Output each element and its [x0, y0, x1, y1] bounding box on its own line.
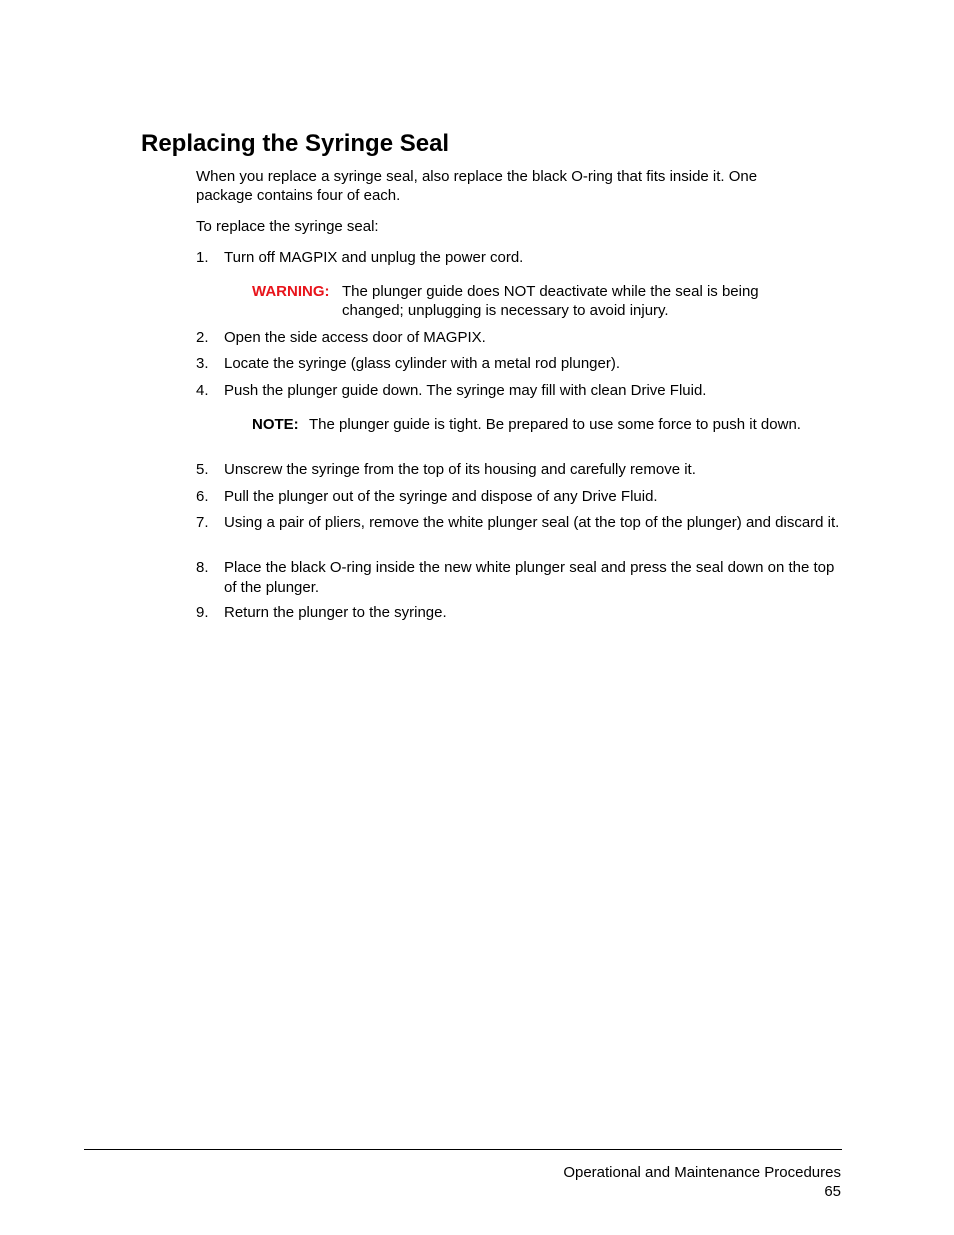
- lead-paragraph: To replace the syringe seal:: [196, 218, 379, 235]
- footer-section-title: Operational and Maintenance Procedures: [563, 1164, 841, 1181]
- warning-text: The plunger guide does NOT deactivate while the seal is being changed; unplugging is necessary to avoid injury.: [342, 283, 759, 319]
- note-text: The plunger guide is tight. Be prepared to use some force to push it down.: [309, 416, 801, 433]
- list-item: [196, 381, 841, 401]
- list-item: [196, 248, 841, 268]
- step-number: 7.: [196, 514, 209, 531]
- step-number: 1.: [196, 249, 209, 266]
- step-number: 4.: [196, 382, 209, 399]
- warning-callout: [252, 282, 812, 320]
- step-text: Place the black O-ring inside the new white plunger seal and press the seal down on the top of the plunger.: [224, 559, 835, 596]
- footer-divider: [84, 1149, 842, 1150]
- list-item: [196, 328, 841, 348]
- intro-paragraph: When you replace a syringe seal, also replace the black O-ring that fits inside it. One package contains four of each.: [196, 168, 758, 204]
- step-text: Open the side access door of MAGPIX.: [224, 329, 486, 346]
- step-number: 5.: [196, 461, 209, 478]
- step-text: Pull the plunger out of the syringe and dispose of any Drive Fluid.: [224, 488, 658, 505]
- note-callout: [252, 415, 812, 434]
- step-text: Turn off MAGPIX and unplug the power cord.: [224, 249, 524, 266]
- list-item: [196, 603, 841, 623]
- step-text: Locate the syringe (glass cylinder with a metal rod plunger).: [224, 355, 621, 372]
- list-item: [196, 354, 841, 374]
- step-number: 9.: [196, 604, 209, 621]
- list-item: [196, 558, 841, 597]
- step-number: 2.: [196, 329, 209, 346]
- step-text: Push the plunger guide down. The syringe may fill with clean Drive Fluid.: [224, 382, 707, 399]
- step-number: 3.: [196, 355, 209, 372]
- step-text: Unscrew the syringe from the top of its housing and carefully remove it.: [224, 461, 696, 478]
- list-item: [196, 460, 841, 480]
- note-label: NOTE:: [252, 416, 299, 433]
- page-footer: [563, 1163, 841, 1201]
- step-text: Using a pair of pliers, remove the white plunger seal (at the top of the plunger) and discard it.: [224, 514, 840, 531]
- list-item: [196, 513, 841, 533]
- warning-label: WARNING:: [252, 283, 330, 300]
- step-text: Return the plunger to the syringe.: [224, 604, 447, 621]
- page-number: 65: [824, 1183, 841, 1200]
- step-number: 8.: [196, 559, 209, 576]
- page-title: Replacing the Syringe Seal: [141, 130, 450, 157]
- list-item: [196, 487, 841, 507]
- step-number: 6.: [196, 488, 209, 505]
